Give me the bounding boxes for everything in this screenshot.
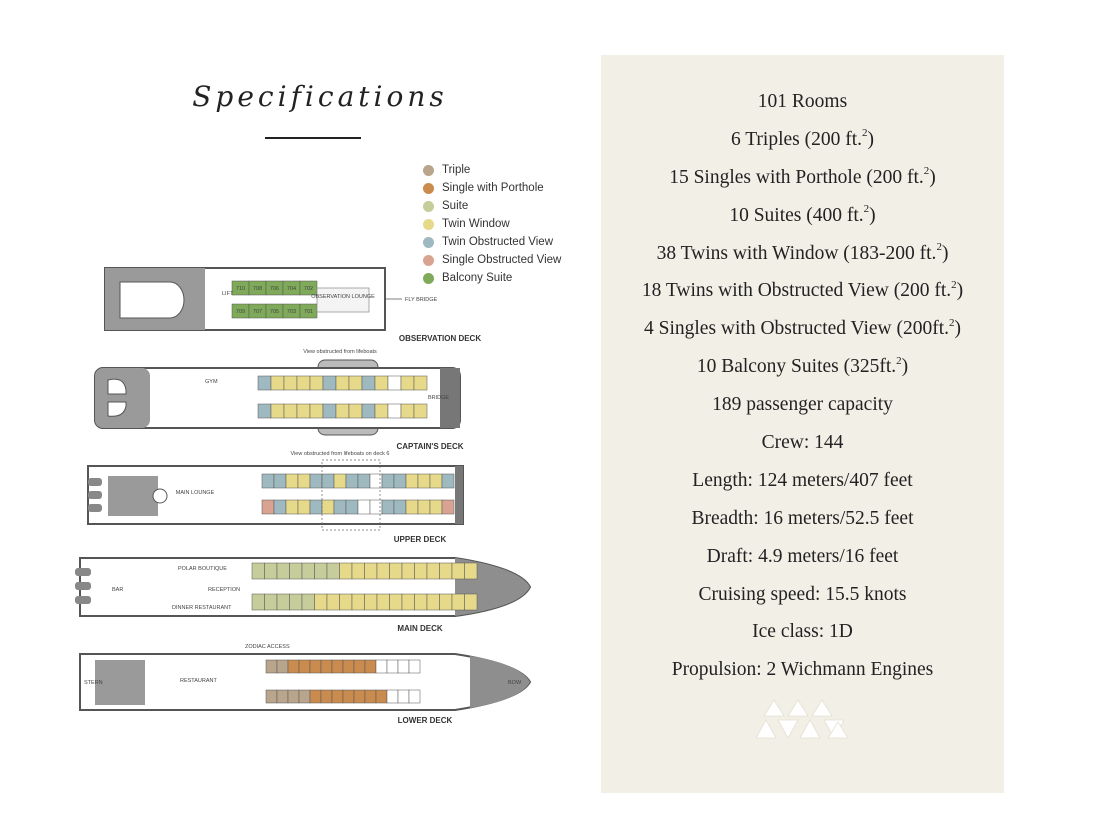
- cabin-cell: [409, 690, 420, 703]
- cabin-cell: [346, 474, 358, 488]
- cabin-cell: [382, 474, 394, 488]
- polar-boutique-label: POLAR BOUTIQUE: [178, 566, 227, 572]
- cabin-cell: [365, 563, 378, 579]
- cabin-cell: [430, 474, 442, 488]
- cabin-cell: [265, 563, 278, 579]
- legend-label: Twin Window: [442, 218, 510, 230]
- cabin-cell: [346, 500, 358, 514]
- cabin-cell: [349, 404, 362, 418]
- cabin-cell: [442, 500, 454, 514]
- cabin-cell: [274, 500, 286, 514]
- spec-line: 15 Singles with Porthole (200 ft.$^2$): [669, 165, 936, 188]
- cabin-cell: [299, 690, 310, 703]
- cabin-cell: [322, 500, 334, 514]
- cabin-cell: [406, 474, 418, 488]
- cabin-cell: [452, 563, 465, 579]
- spec-line: Propulsion: 2 Wichmann Engines: [671, 659, 934, 681]
- cabin-cell: [402, 594, 415, 610]
- observation-deck-plan: [105, 268, 481, 343]
- captains-deck-label: CAPTAIN'S DECK: [396, 442, 464, 451]
- cabin-cell: [340, 563, 353, 579]
- observation-deck-label: OBSERVATION DECK: [398, 334, 482, 343]
- cabin-cell: [286, 474, 298, 488]
- cabin-cell: [262, 500, 274, 514]
- cabin-cell: [365, 660, 376, 673]
- cabin-number: 710: [235, 286, 246, 292]
- spec-line: 4 Singles with Obstructed View (200ft.$^2$): [643, 316, 962, 340]
- cabin-cell: [258, 376, 271, 390]
- cabin-cell: [323, 376, 336, 390]
- cabin-cell: [382, 500, 394, 514]
- cabin-cell: [401, 376, 414, 390]
- upper-deck-plan: [88, 451, 463, 544]
- cabin-cell: [336, 376, 349, 390]
- cabin-cell: [418, 500, 430, 514]
- cabin-cell: [340, 594, 353, 610]
- main-lounge-label: MAIN LOUNGE: [175, 490, 215, 496]
- cabin-cell: [284, 404, 297, 418]
- cabin-cell: [390, 563, 403, 579]
- spec-line: 10 Balcony Suites (325ft.$^2$): [696, 354, 909, 378]
- spec-line: 38 Twins with Window (183-200 ft.$^2$): [656, 241, 949, 264]
- cabin-number: 709: [235, 309, 246, 315]
- cabin-number: 707: [252, 309, 263, 315]
- cabin-cell: [376, 690, 387, 703]
- cabin-cell: [452, 594, 465, 610]
- cabin-cell: [297, 404, 310, 418]
- cabin-cell: [277, 563, 290, 579]
- cabin-cell: [298, 474, 310, 488]
- legend-label: Twin Obstructed View: [442, 236, 554, 248]
- spec-line: Cruising speed: 15.5 knots: [698, 583, 907, 605]
- upper-deck-label: UPPER DECK: [393, 535, 447, 544]
- main-deck-plan: [75, 558, 530, 633]
- spec-line: 189 passenger capacity: [712, 394, 893, 416]
- cabin-cell: [418, 474, 430, 488]
- cabin-cell: [277, 660, 288, 673]
- cabin-cell: [394, 500, 406, 514]
- cabin-cell: [274, 474, 286, 488]
- observation-lift-label: LIFT: [222, 291, 234, 297]
- reception-label: RECEPTION: [208, 587, 241, 593]
- cabin-cell: [290, 594, 303, 610]
- fly-bridge-label: FLY BRIDGE: [405, 297, 438, 303]
- cabin-cell: [298, 500, 310, 514]
- lower-deck-plan: [80, 644, 530, 725]
- cabin-cell: [442, 474, 454, 488]
- captains-deck-plan: [95, 349, 464, 451]
- cabin-cell: [354, 690, 365, 703]
- cabin-cell: [365, 594, 378, 610]
- cabin-cell: [299, 660, 310, 673]
- cabin-cell: [277, 594, 290, 610]
- legend-label: Suite: [442, 200, 469, 212]
- cabin-cell: [322, 474, 334, 488]
- cabin-cell: [465, 594, 478, 610]
- specs-list: [601, 83, 1004, 689]
- cabin-number: 708: [252, 286, 263, 292]
- cabin-cell: [310, 690, 321, 703]
- lower-deck-label: LOWER DECK: [397, 716, 453, 725]
- cabin-cell: [284, 376, 297, 390]
- cabin-cell: [349, 376, 362, 390]
- spec-line: 18 Twins with Obstructed View (200 ft.$^2$): [641, 278, 964, 302]
- cabin-cell: [375, 404, 388, 418]
- cabin-number: 705: [269, 309, 280, 315]
- cabin-cell: [430, 500, 442, 514]
- cabin-cell: [310, 500, 322, 514]
- cabin-cell: [336, 404, 349, 418]
- legend-label: Balcony Suite: [442, 272, 513, 284]
- cabin-cell: [358, 474, 370, 488]
- cabin-cell: [402, 563, 415, 579]
- brand-logo: [756, 698, 848, 744]
- bar-label: BAR: [112, 587, 124, 593]
- cabin-number: 706: [269, 286, 280, 292]
- cabin-cell: [334, 474, 346, 488]
- cabin-cell: [310, 404, 323, 418]
- cabin-cell: [415, 594, 428, 610]
- cabin-cell: [302, 594, 315, 610]
- cabin-cell: [315, 563, 328, 579]
- cabin-cell: [310, 376, 323, 390]
- page-title: Specifications: [192, 80, 448, 113]
- cabin-cell: [388, 404, 401, 418]
- cabin-number: 702: [303, 286, 314, 292]
- cabin-number: 703: [286, 309, 297, 315]
- cabin-cell: [327, 563, 340, 579]
- bridge-label: BRIDGE: [428, 395, 450, 401]
- cabin-cell: [266, 690, 277, 703]
- cabin-cell: [315, 594, 328, 610]
- cabin-cell: [252, 594, 265, 610]
- cabin-number: 701: [303, 309, 314, 315]
- spec-line: Ice class: 1D: [752, 621, 853, 643]
- cabin-cell: [352, 594, 365, 610]
- cabin-cell: [398, 690, 409, 703]
- cabin-cell: [277, 690, 288, 703]
- observation-lounge-label: OBSERVATION LOUNGE: [311, 294, 375, 300]
- cabin-cell: [334, 500, 346, 514]
- gym-label: GYM: [205, 379, 218, 385]
- cabin-cell: [288, 690, 299, 703]
- cabin-cell: [265, 594, 278, 610]
- cabin-cell: [358, 500, 370, 514]
- cabin-cell: [271, 404, 284, 418]
- spec-line: 6 Triples (200 ft.$^2$): [730, 127, 875, 150]
- cabin-cell: [440, 563, 453, 579]
- zodiac-access-label: ZODIAC ACCESS: [245, 644, 290, 650]
- cabin-cell: [271, 376, 284, 390]
- cabin-cell: [365, 690, 376, 703]
- cabin-cell: [370, 474, 382, 488]
- cabin-cell: [352, 563, 365, 579]
- cabin-number: 704: [286, 286, 297, 292]
- cabin-cell: [354, 660, 365, 673]
- cabin-cell: [297, 376, 310, 390]
- spec-line: Draft: 4.9 meters/16 feet: [706, 545, 899, 567]
- upper-view-note: View obstructed from lifeboats on deck 6: [290, 451, 390, 457]
- cabin-cell: [427, 563, 440, 579]
- cabin-cell: [262, 474, 274, 488]
- cabin-cell: [321, 660, 332, 673]
- main-deck-label: MAIN DECK: [397, 624, 443, 633]
- cabin-cell: [310, 474, 322, 488]
- cabin-cell: [406, 500, 418, 514]
- cabin-cell: [286, 500, 298, 514]
- cabin-cell: [390, 594, 403, 610]
- stern-label: STERN: [84, 680, 103, 686]
- cabin-cell: [310, 660, 321, 673]
- cabin-cell: [302, 563, 315, 579]
- cabin-cell: [332, 690, 343, 703]
- cabin-cell: [415, 563, 428, 579]
- cabin-cell: [465, 563, 478, 579]
- cabin-cell: [376, 660, 387, 673]
- legend-label: Triple: [442, 164, 471, 176]
- cabin-cell: [414, 376, 427, 390]
- legend-label: Single with Porthole: [442, 182, 544, 194]
- cabin-cell: [327, 594, 340, 610]
- cabin-cell: [323, 404, 336, 418]
- cabin-cell: [414, 404, 427, 418]
- cabin-cell: [401, 404, 414, 418]
- spec-line: Breadth: 16 meters/52.5 feet: [691, 507, 914, 529]
- cabin-cell: [440, 594, 453, 610]
- cabin-cell: [362, 404, 375, 418]
- cabin-cell: [409, 660, 420, 673]
- cabin-cell: [398, 660, 409, 673]
- cabin-cell: [375, 376, 388, 390]
- cabin-cell: [288, 660, 299, 673]
- cabin-cell: [332, 660, 343, 673]
- cabin-cell: [387, 660, 398, 673]
- captains-view-note: View obstructed from lifeboats: [303, 349, 377, 355]
- spec-line: 101 Rooms: [757, 91, 848, 112]
- specifications-panel: [601, 55, 1004, 793]
- cabin-cell: [258, 404, 271, 418]
- cabin-cell: [427, 594, 440, 610]
- cabin-cell: [388, 376, 401, 390]
- cabin-cell: [394, 474, 406, 488]
- cabin-cell: [343, 690, 354, 703]
- dinner-restaurant-label: DINNER RESTAURANT: [172, 605, 232, 611]
- cabin-cell: [387, 690, 398, 703]
- cabin-cell: [377, 563, 390, 579]
- spec-line: 10 Suites (400 ft.$^2$): [729, 203, 876, 226]
- bow-label: BOW: [508, 680, 522, 686]
- cabin-cell: [321, 690, 332, 703]
- cabin-cell: [377, 594, 390, 610]
- cabin-cell: [362, 376, 375, 390]
- legend-label: Single Obstructed View: [442, 254, 562, 266]
- cabin-cell: [343, 660, 354, 673]
- cabin-cell: [290, 563, 303, 579]
- spec-line: Length: 124 meters/407 feet: [692, 469, 913, 491]
- spec-line: Crew: 144: [761, 432, 844, 454]
- cabin-cell: [252, 563, 265, 579]
- restaurant-label: RESTAURANT: [180, 678, 217, 684]
- cabin-cell: [266, 660, 277, 673]
